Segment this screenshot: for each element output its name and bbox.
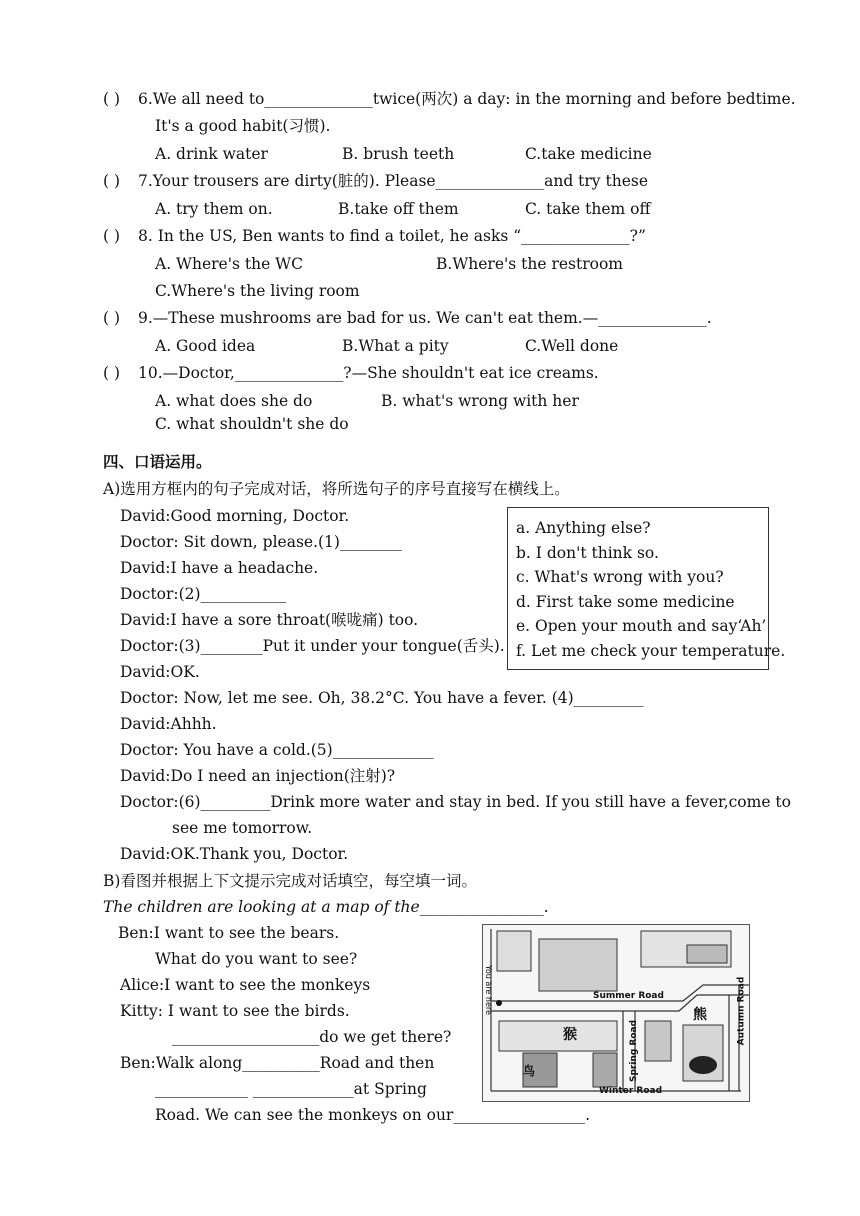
option-e: e. Open your mouth and say‘Ah’ [516, 617, 767, 635]
winter-road-label: Winter Road [599, 1086, 663, 1096]
dialogue-line-11: David:Do I need an injection(注射)? [120, 767, 396, 785]
q7-bracket[interactable]: ( ) [103, 172, 121, 190]
summer-road-label: Summer Road [593, 991, 664, 1001]
option-c: c. What's wrong with you? [516, 568, 724, 586]
q6-option-c: C.take medicine [525, 145, 652, 163]
dialogue-line-3: David:I have a headache. [120, 559, 319, 577]
dialogue-line-1: David:Good morning, Doctor. [120, 507, 350, 525]
part-b-line-6[interactable]: Ben:Walk along__________Road and then [120, 1054, 435, 1072]
dialogue-line-7: David:OK. [120, 663, 200, 681]
q8-option-c: C.Where's the living room [155, 282, 360, 300]
part-b-line-7[interactable]: ____________ _____________at Spring [155, 1080, 427, 1098]
part-b-intro[interactable]: The children are looking at a map of the________________. [103, 898, 549, 916]
dialogue-line-6[interactable]: Doctor:(3)________Put it under your tongue(舌头). [120, 637, 505, 655]
autumn-road-label: Autumn Road [736, 976, 747, 1046]
bird-label: 鸟 [523, 1064, 536, 1078]
dialogue-line-4[interactable]: Doctor:(2)___________ [120, 585, 286, 603]
part-a-instructions: A)选用方框内的句子完成对话，将所选句子的序号直接写在横线上。 [103, 480, 570, 498]
q6-bracket[interactable]: ( ) [103, 90, 121, 108]
q7-stem: 7.Your trousers are dirty(脏的). Please______________and try these [138, 172, 649, 190]
q6-option-b: B. brush teeth [342, 145, 455, 163]
section-title: 四、口语运用。 [103, 452, 212, 471]
q8-bracket[interactable]: ( ) [103, 227, 121, 245]
part-b-line-3: Alice:I want to see the monkeys [120, 976, 371, 994]
dialogue-line-12[interactable]: Doctor:(6)_________Drink more water and stay in bed. If you still have a fever,come to [120, 793, 791, 811]
q7-option-b: B.take off them [338, 200, 459, 218]
q6-option-a: A. drink water [155, 145, 268, 163]
q9-option-c: C.Well done [525, 337, 619, 355]
part-b-line-1: Ben:I want to see the bears. [118, 924, 340, 942]
monkey-label: 猴 [563, 1027, 577, 1043]
q8-option-a: A. Where's the WC [155, 255, 303, 273]
q6-stem: 6.We all need to______________twice(两次) a day: in the morning and before bedtime. [138, 90, 796, 108]
q9-stem: 9.—These mushrooms are bad for us. We can't eat them.—______________. [138, 309, 712, 327]
part-b-line-4: Kitty: I want to see the birds. [120, 1002, 350, 1020]
part-b-line-2: What do you want to see? [155, 950, 358, 968]
part-b-line-8[interactable]: Road. We can see the monkeys on our_________________. [155, 1106, 591, 1124]
q7-option-a: A. try them on. [155, 200, 273, 218]
option-f: f. Let me check your temperature. [516, 642, 786, 660]
q10-option-a: A. what does she do [155, 392, 313, 410]
q8-option-b: B.Where's the restroom [436, 255, 623, 273]
q7-option-c: C. take them off [525, 200, 651, 218]
option-a: a. Anything else? [516, 519, 651, 537]
q9-option-a: A. Good idea [155, 337, 256, 355]
q10-stem: 10.—Doctor,______________?—She shouldn't eat ice creams. [138, 364, 599, 382]
dialogue-line-5: David:I have a sore throat(喉咙痛) too. [120, 611, 419, 629]
zoo-map [482, 924, 750, 1102]
q6-stem-cont: It's a good habit(习惯). [155, 117, 331, 135]
spring-road-label: Spring Road [629, 1019, 640, 1083]
part-b-line-5[interactable]: ___________________do we get there? [172, 1028, 452, 1046]
option-b: b. I don't think so. [516, 544, 659, 562]
dialogue-line-2[interactable]: Doctor: Sit down, please.(1)________ [120, 533, 402, 551]
dialogue-line-10[interactable]: Doctor: You have a cold.(5)_____________ [120, 741, 434, 759]
dialogue-line-13: David:OK.Thank you, Doctor. [120, 845, 349, 863]
dialogue-line-9: David:Ahhh. [120, 715, 217, 733]
options-box [507, 507, 786, 670]
bear-label: 熊 [693, 1007, 707, 1023]
q10-option-b: B. what's wrong with her [381, 392, 579, 410]
you-are-here-label: You are here [483, 965, 493, 1015]
part-b-instructions: B)看图并根据上下文提示完成对话填空，每空填一词。 [103, 872, 477, 890]
q10-bracket[interactable]: ( ) [103, 364, 121, 382]
q9-bracket[interactable]: ( ) [103, 309, 121, 327]
dialogue-line-8[interactable]: Doctor: Now, let me see. Oh, 38.2°C. You have a fever. (4)_________ [120, 689, 644, 707]
option-d: d. First take some medicine [516, 593, 735, 611]
q10-option-c: C. what shouldn't she do [155, 415, 349, 433]
dialogue-line-12-cont: see me tomorrow. [172, 819, 313, 837]
q8-stem: 8. In the US, Ben wants to find a toilet, he asks “______________?” [138, 227, 646, 245]
q9-option-b: B.What a pity [342, 337, 449, 355]
